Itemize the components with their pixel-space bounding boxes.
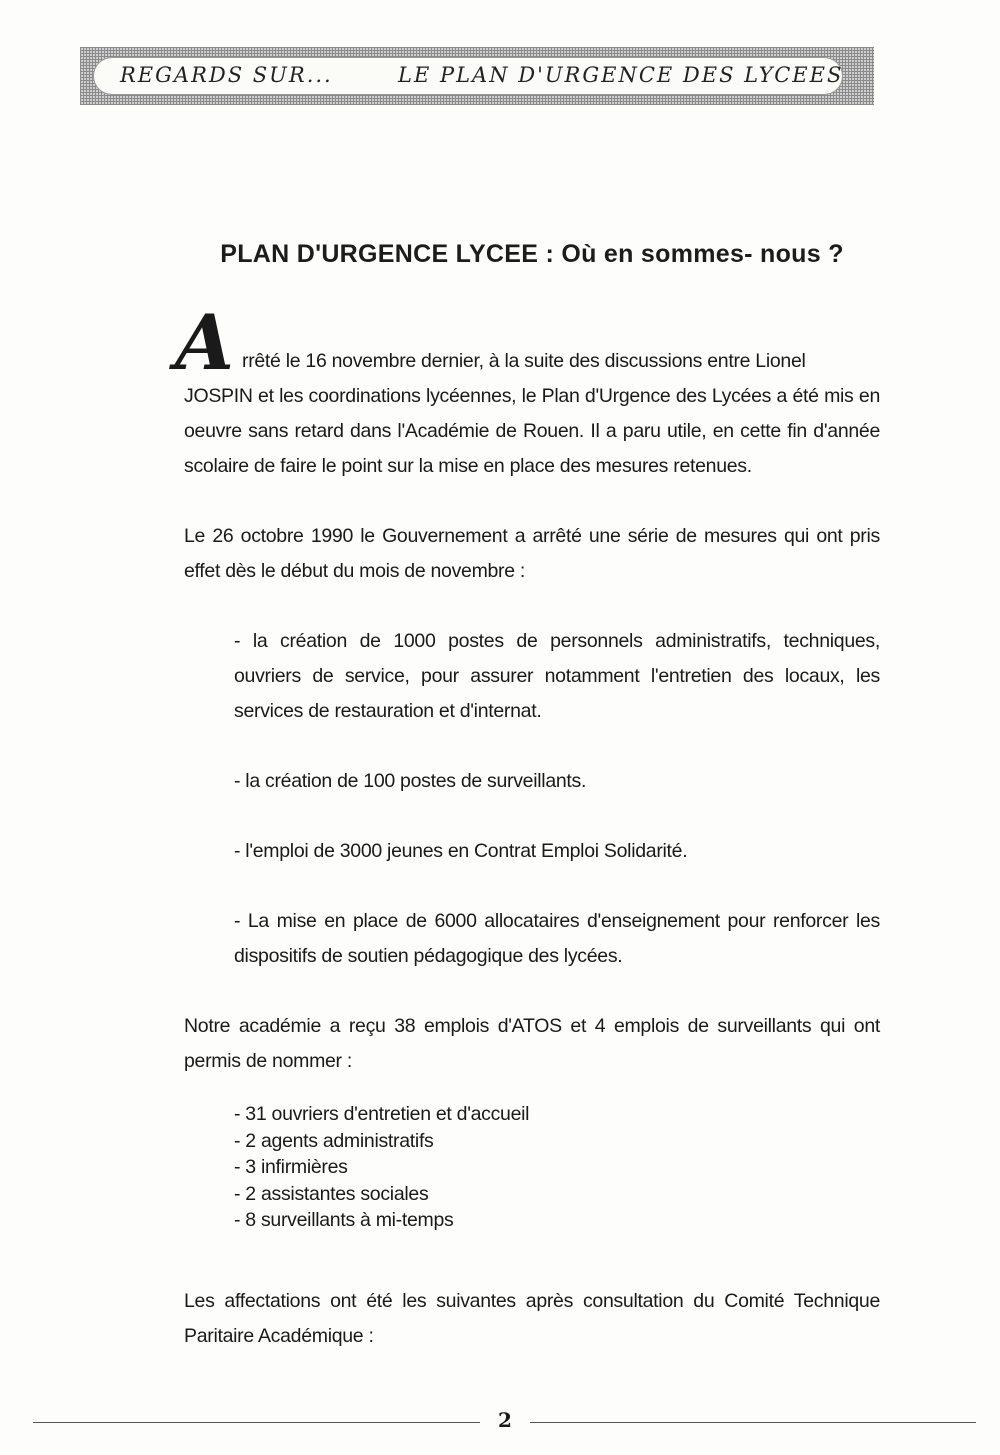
intro-paragraph: JOSPIN et les coordinations lycéennes, le Plan d'Urgence des Lycées a été mis en oeuvre sans retard dans l'Académie de Rouen. Il a paru utile, en cette fin d'année scolaire de faire le point sur la mise en place des mesures retenues. bbox=[184, 385, 880, 477]
drop-cap: A bbox=[175, 298, 234, 387]
measures-intro-paragraph: Le 26 octobre 1990 le Gouvernement a arrêté une série de mesures qui ont pris effet dès le début du mois de novembre : bbox=[184, 525, 880, 582]
list-item: - 8 surveillants à mi-temps bbox=[234, 1209, 454, 1231]
footer-rule-left bbox=[33, 1422, 480, 1423]
measure-item: - l'emploi de 3000 jeunes en Contrat Emploi Solidarité. bbox=[234, 840, 688, 862]
academy-paragraph: Notre académie a reçu 38 emplois d'ATOS et 4 emplois de surveillants qui ont permis de nommer : bbox=[184, 1015, 880, 1072]
list-item: - 31 ouvriers d'entretien et d'accueil bbox=[234, 1103, 530, 1125]
page-number: 2 bbox=[498, 1408, 512, 1432]
staff-list bbox=[234, 1101, 529, 1234]
header-section-label: REGARDS SUR... bbox=[120, 63, 333, 87]
list-item: - 2 assistantes sociales bbox=[234, 1182, 429, 1205]
list-item: - 3 infirmières bbox=[234, 1156, 348, 1178]
list-item: - 2 agents administratifs bbox=[234, 1129, 434, 1152]
footer-rule-right bbox=[530, 1422, 976, 1423]
intro-first-line: rrêté le 16 novembre dernier, à la suite des discussions entre Lionel bbox=[242, 350, 806, 372]
measure-item: - la création de 1000 postes de personnels administratifs, techniques, ouvriers de service, pour assurer notamment l'entretien des locaux, les services de restauration et d'internat. bbox=[234, 630, 880, 722]
page-title: PLAN D'URGENCE LYCEE : Où en sommes- nous ? bbox=[220, 240, 844, 268]
measure-item: - La mise en place de 6000 allocataires d'enseignement pour renforcer les dispositifs de soutien pédagogique des lycées. bbox=[234, 910, 880, 967]
header-topic-label: LE PLAN D'URGENCE DES LYCEES bbox=[398, 63, 844, 87]
measure-item: - la création de 100 postes de surveillants. bbox=[234, 770, 587, 792]
assignments-paragraph: Les affectations ont été les suivantes après consultation du Comité Technique Paritaire Académique : bbox=[184, 1290, 880, 1347]
